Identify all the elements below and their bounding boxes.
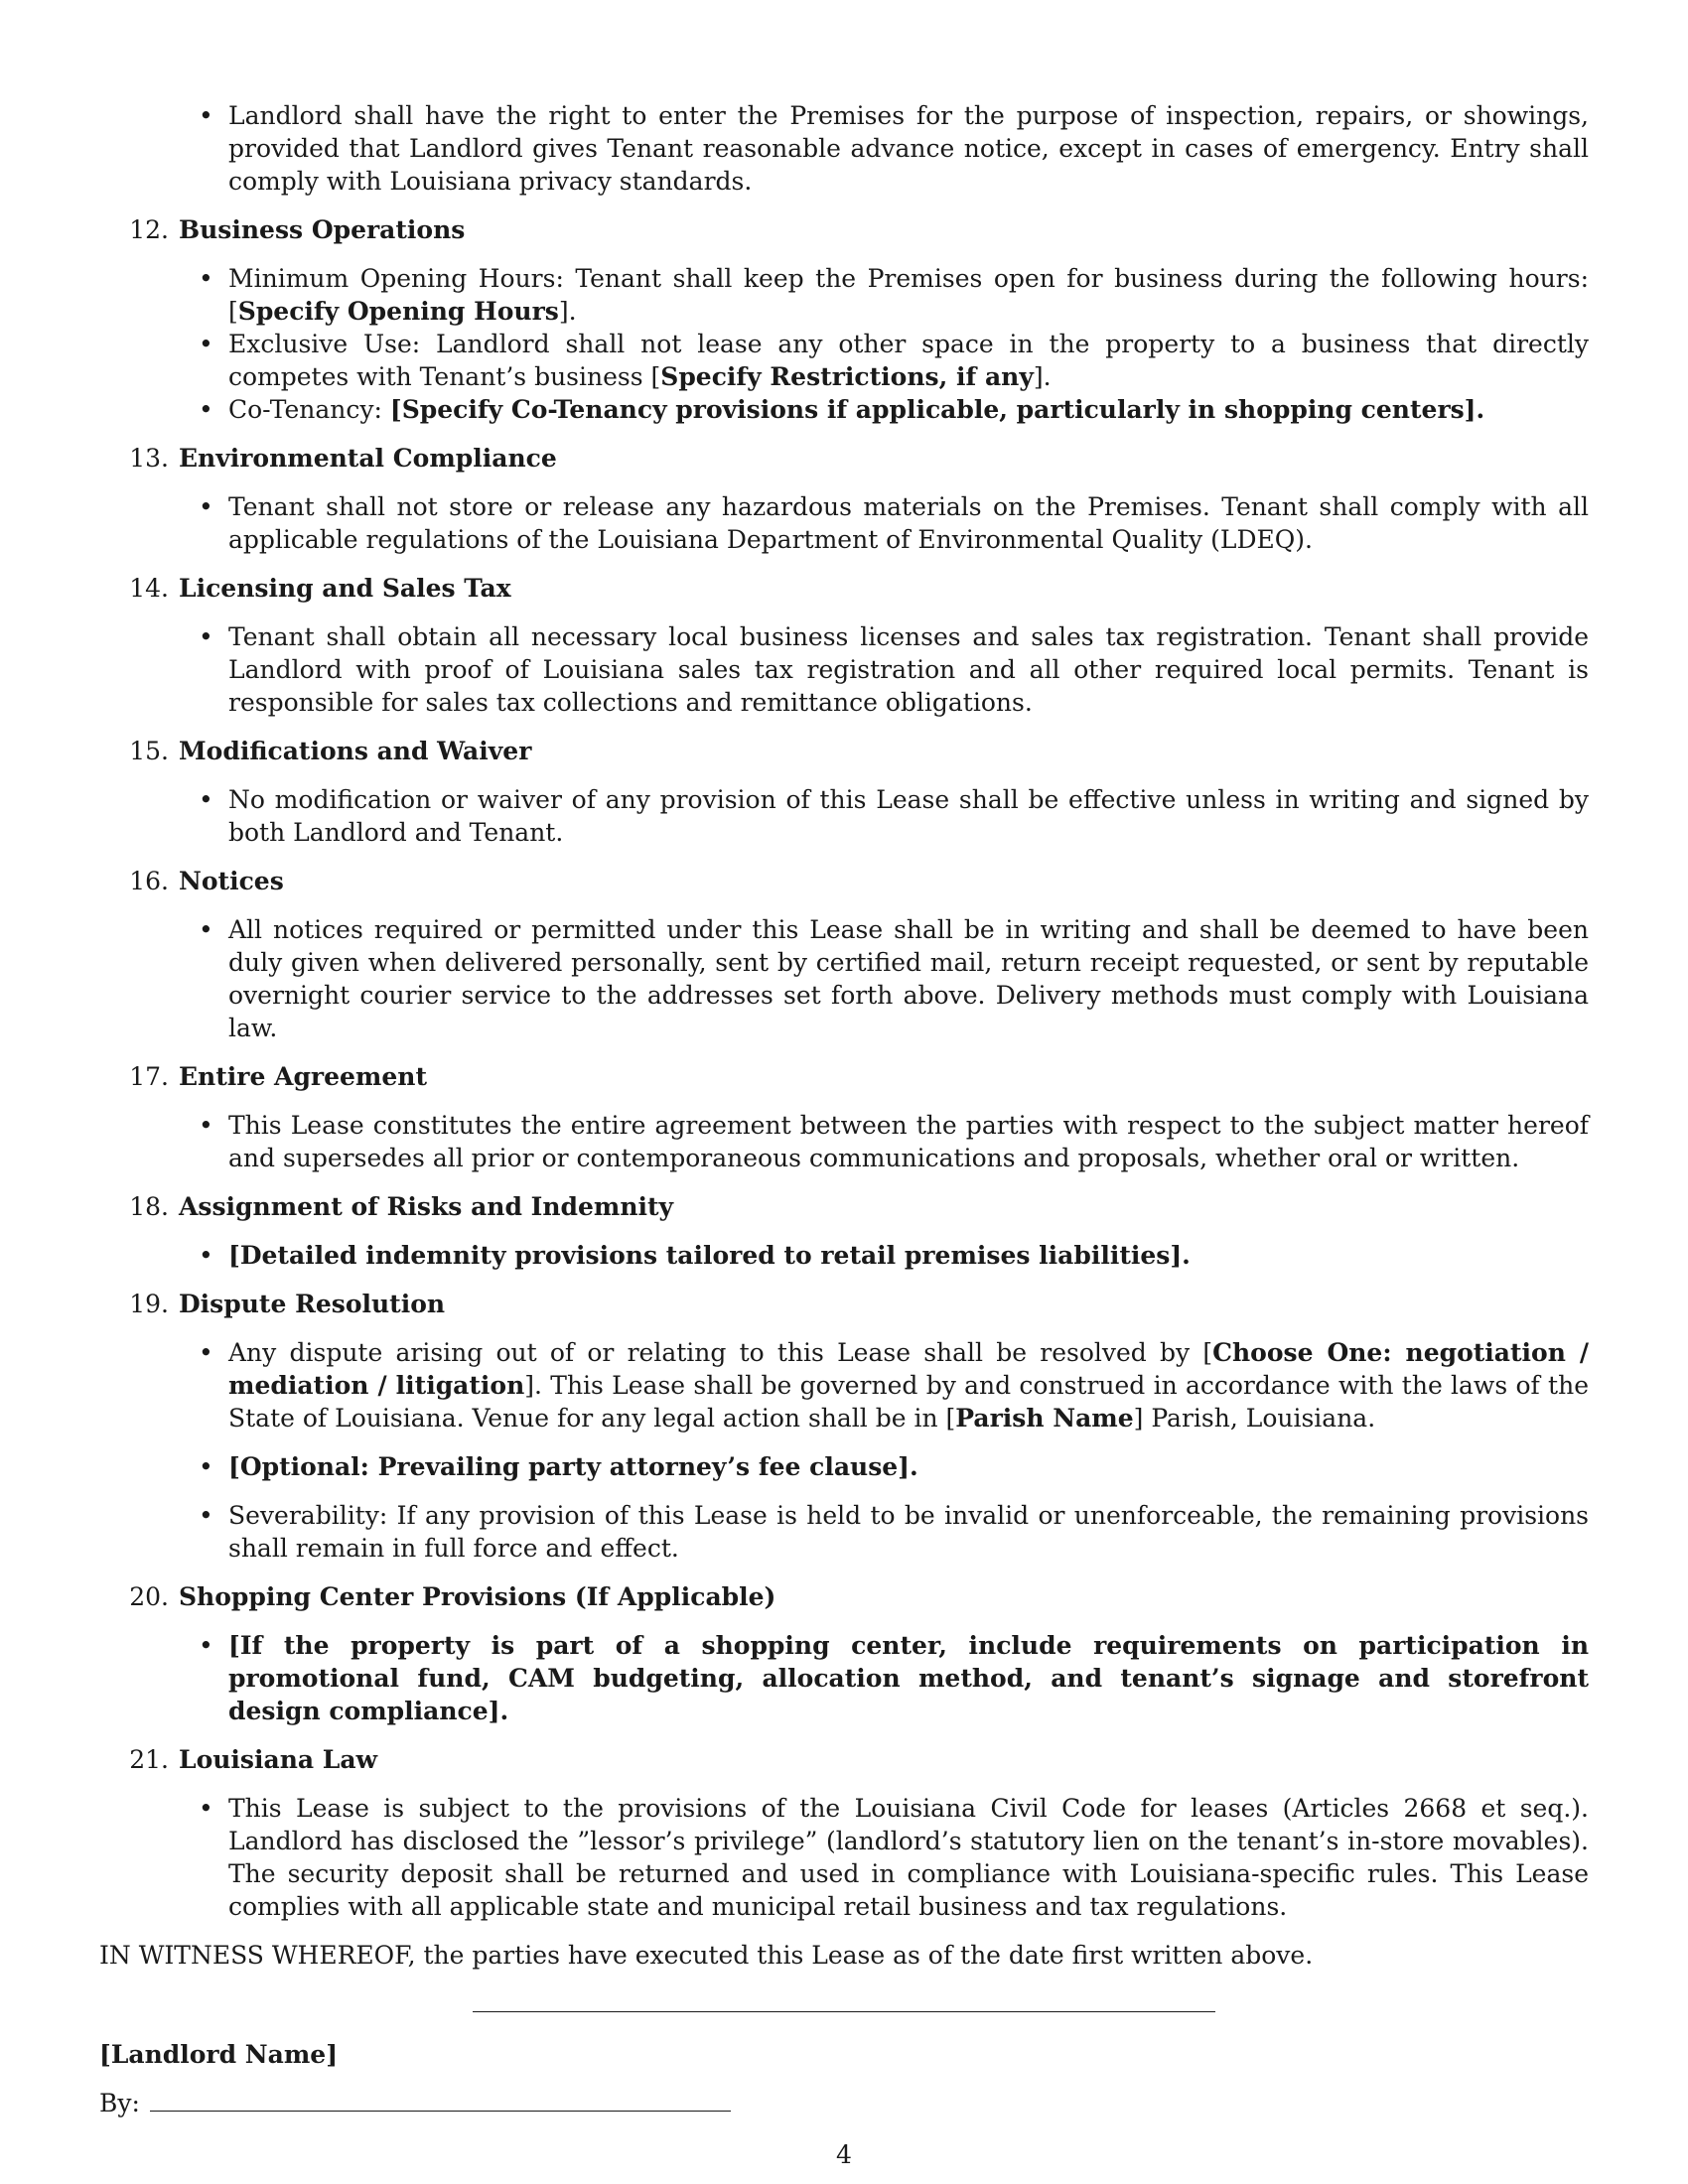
section-heading	[99, 213, 1589, 246]
section-list	[99, 1239, 1589, 1272]
list-item: • Exclusive Use: Landlord shall not lease any other space in the property to a business that directly competes with Tenant’s business [Specify Restrictions, if any].	[99, 328, 1589, 393]
section-title: Business Operations	[179, 215, 466, 244]
list-item: • Tenant shall obtain all necessary local business licenses and sales tax registration. Tenant shall provide Landlord with proof of Louisiana sales tax registration and all other required local permits. Tenant is responsible for sales tax collections and remittance obligations.	[99, 620, 1589, 719]
section-12	[99, 213, 1589, 426]
section-21	[99, 1743, 1589, 1923]
section-heading	[99, 442, 1589, 475]
section-heading	[99, 735, 1589, 767]
section-16	[99, 865, 1589, 1044]
section-title: Licensing and Sales Tax	[179, 574, 511, 603]
section-heading	[99, 1288, 1589, 1320]
section-list	[99, 913, 1589, 1044]
list-item: • This Lease constitutes the entire agreement between the parties with respect to the subject matter hereof and supersedes all prior or contemporaneous communications and proposals, whether oral or written.	[99, 1109, 1589, 1174]
section-title: Dispute Resolution	[179, 1290, 446, 1318]
list-item: • [If the property is part of a shopping center, include requirements on participation in promotional fund, CAM budgeting, allocation method, and tenant’s signage and storefront design compliance].	[99, 1629, 1589, 1727]
list-item: • Tenant shall not store or release any hazardous materials on the Premises. Tenant shall comply with all applicable regulations of the Louisiana Department of Environmental Quality (LDEQ).	[99, 490, 1589, 556]
list-item: • No modification or waiver of any provision of this Lease shall be effective unless in writing and signed by both Landlord and Tenant.	[99, 783, 1589, 849]
section-number: 12.	[129, 215, 169, 244]
list-item: • Any dispute arising out of or relating to this Lease shall be resolved by [Choose One: negotiation / mediation / litigation]. This Lease shall be governed by and construed in accordance with the laws of the State of Louisiana. Venue for any legal action shall be in [Parish Name] Parish, Louisiana.	[99, 1336, 1589, 1434]
section-heading	[99, 865, 1589, 897]
list-item: • Severability: If any provision of this Lease is held to be invalid or unenforceable, the remaining provisions shall remain in full force and effect.	[99, 1499, 1589, 1565]
section-list	[99, 1109, 1589, 1174]
section-15	[99, 735, 1589, 849]
section-number: 20.	[129, 1582, 169, 1611]
section-list	[99, 1792, 1589, 1923]
landlord-name: [Landlord Name]	[99, 2040, 339, 2069]
section-list	[99, 490, 1589, 556]
by-signature-line	[150, 2085, 731, 2112]
section-title: Environmental Compliance	[179, 444, 557, 473]
section-heading	[99, 1743, 1589, 1776]
section-title: Assignment of Risks and Indemnity	[179, 1192, 674, 1221]
section-number: 14.	[129, 574, 169, 603]
list-item: • Co-Tenancy: [Specify Co-Tenancy provisions if applicable, particularly in shopping centers].	[99, 393, 1589, 426]
section-title: Entire Agreement	[179, 1062, 427, 1091]
intro-list	[99, 99, 1589, 198]
list-item: • [Detailed indemnity provisions tailored to retail premises liabilities].	[99, 1239, 1589, 1272]
section-number: 13.	[129, 444, 169, 473]
section-18	[99, 1190, 1589, 1272]
section-title: Modifications and Waiver	[179, 737, 532, 765]
list-item: • This Lease is subject to the provisions of the Louisiana Civil Code for leases (Articles 2668 et seq.). Landlord has disclosed the ”lessor’s privilege” (landlord’s statutory lien on the tenant’s in-store movables). The security deposit shall be returned and used in compliance with Louisiana-specific rules. This Lease complies with all applicable state and municipal retail business and tax regulations.	[99, 1792, 1589, 1923]
section-20	[99, 1580, 1589, 1727]
section-title: Shopping Center Provisions (If Applicable)	[179, 1582, 776, 1611]
list-item: • All notices required or permitted under this Lease shall be in writing and shall be deemed to have been duly given when delivered personally, sent by certified mail, return receipt requested, or sent by reputable overnight courier service to the addresses set forth above. Delivery methods must comply with Louisiana law.	[99, 913, 1589, 1044]
section-17	[99, 1060, 1589, 1174]
section-list	[99, 1629, 1589, 1727]
section-heading	[99, 1060, 1589, 1093]
section-heading	[99, 1190, 1589, 1223]
section-number: 16.	[129, 867, 169, 895]
section-title: Notices	[179, 867, 284, 895]
section-title: Louisiana Law	[179, 1745, 378, 1774]
section-heading	[99, 572, 1589, 605]
section-list	[99, 1336, 1589, 1565]
signature-by-row	[99, 2085, 1589, 2119]
list-item: • Minimum Opening Hours: Tenant shall keep the Premises open for business during the following hours: [Specify Opening Hours].	[99, 262, 1589, 328]
section-number: 19.	[129, 1290, 169, 1318]
section-list	[99, 783, 1589, 849]
witness-statement: IN WITNESS WHEREOF, the parties have executed this Lease as of the date first written above.	[99, 1941, 1314, 1970]
section-number: 17.	[129, 1062, 169, 1091]
section-list	[99, 620, 1589, 719]
section-13	[99, 442, 1589, 556]
document-page	[99, 99, 1589, 2119]
by-label: By:	[99, 2089, 140, 2117]
section-14	[99, 572, 1589, 719]
list-item: • [Optional: Prevailing party attorney’s fee clause].	[99, 1450, 1589, 1483]
section-19	[99, 1288, 1589, 1565]
signature-line	[473, 2011, 1215, 2012]
section-heading	[99, 1580, 1589, 1613]
section-number: 18.	[129, 1192, 169, 1221]
list-item: • Landlord shall have the right to enter the Premises for the purpose of inspection, repairs, or showings, provided that Landlord gives Tenant reasonable advance notice, except in cases of emergency. Entry shall comply with Louisiana privacy standards.	[99, 99, 1589, 198]
section-number: 15.	[129, 737, 169, 765]
section-number: 21.	[129, 1745, 169, 1774]
section-list	[99, 262, 1589, 426]
page-number: 4	[836, 2140, 852, 2169]
